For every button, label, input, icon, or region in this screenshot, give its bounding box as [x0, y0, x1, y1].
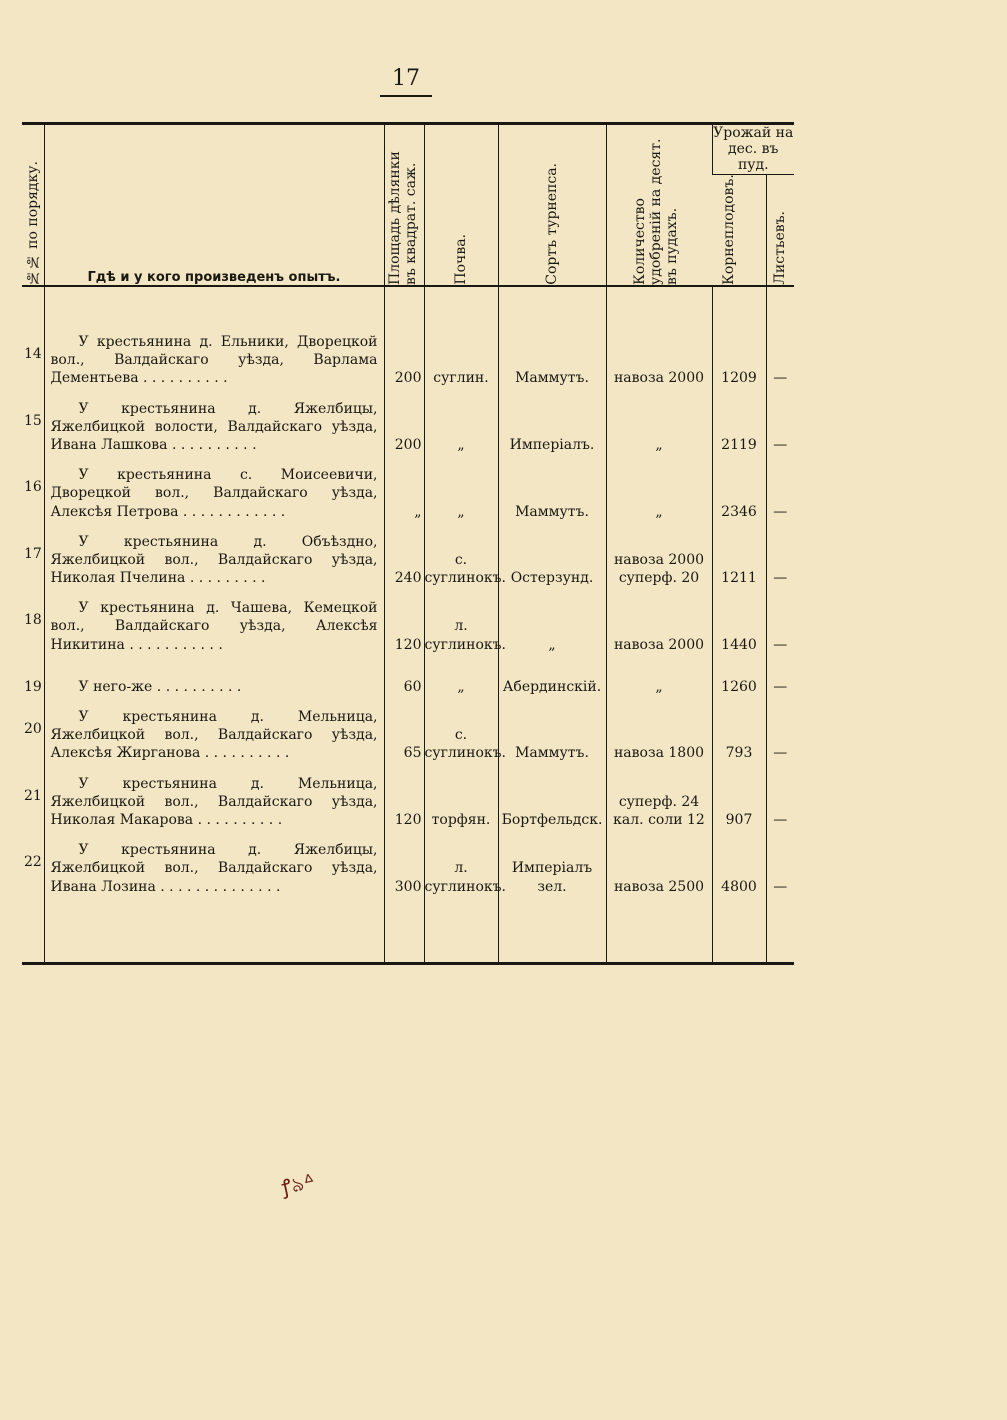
row-fertilizer: навоза 2000	[606, 593, 712, 660]
row-leaf-yield: —	[766, 702, 794, 769]
row-soil: суглин.	[424, 327, 498, 394]
row-fertilizer: „	[606, 460, 712, 527]
row-area: 200	[384, 327, 424, 394]
row-location: У крестьянина с. Моисеевичи, Дворецкой вол., Валдайскаго уѣзда, Алексѣя Петрова . . . . . . . . . . . .	[44, 460, 384, 527]
header-soil: Почва.	[424, 124, 498, 287]
header-area: Площадь дѣлянки въ квадрат. саж.	[384, 124, 424, 287]
table-row	[22, 460, 794, 527]
row-root-yield: 907	[712, 769, 766, 836]
row-fertilizer: навоза 1800	[606, 702, 712, 769]
row-fertilizer: суперф. 24 кал. соли 12	[606, 769, 712, 836]
row-area: 65	[384, 702, 424, 769]
row-root-yield: 1209	[712, 327, 766, 394]
row-soil: л. суглинокъ.	[424, 593, 498, 660]
row-fertilizer: „	[606, 660, 712, 702]
table-row	[22, 527, 794, 594]
row-leaf-yield: —	[766, 327, 794, 394]
row-leaf-yield: —	[766, 769, 794, 836]
table-row	[22, 660, 794, 702]
row-fertilizer: навоза 2000 суперф. 20	[606, 527, 712, 594]
row-area: 240	[384, 527, 424, 594]
row-sort: Маммутъ.	[498, 327, 606, 394]
header-location: Гдѣ и у кого произведенъ опытъ.	[44, 124, 384, 287]
row-leaf-yield: —	[766, 660, 794, 702]
row-fertilizer: навоза 2000	[606, 327, 712, 394]
header-num: №№ по порядку.	[22, 124, 44, 287]
row-root-yield: 1440	[712, 593, 766, 660]
handwritten-mark: ꝭ৯ᐞ	[279, 1168, 317, 1200]
table-row	[22, 327, 794, 394]
row-area: 120	[384, 769, 424, 836]
row-soil: „	[424, 660, 498, 702]
row-leaf-yield: —	[766, 835, 794, 902]
row-sort: Остерзунд.	[498, 527, 606, 594]
row-area: 200	[384, 394, 424, 461]
row-soil: с. суглинокъ.	[424, 527, 498, 594]
row-location: У крестьянина д. Мельница, Яжелбицкой вол., Валдайскаго уѣзда, Николая Макарова . . . . . . . . . .	[44, 769, 384, 836]
row-leaf-yield: —	[766, 460, 794, 527]
row-root-yield: 1260	[712, 660, 766, 702]
row-location: У крестьянина д. Ельники, Дворецкой вол., Валдайскаго уѣзда, Варлама Дементьева . . . . . . . . . .	[44, 327, 384, 394]
row-fertilizer: навоза 2500	[606, 835, 712, 902]
row-location: У крестьянина д. Яжелбицы, Яжелбицкой вол., Валдайскаго уѣзда, Ивана Лозина . . . . . . . . . . . . . .	[44, 835, 384, 902]
row-root-yield: 4800	[712, 835, 766, 902]
row-location: У крестьянина д. Объѣздно, Яжелбицкой вол., Валдайскаго уѣзда, Николая Пчелина . . . . . . . . .	[44, 527, 384, 594]
row-number: 15	[24, 412, 42, 429]
row-root-yield: 2119	[712, 394, 766, 461]
row-area: 300	[384, 835, 424, 902]
row-root-yield: 2346	[712, 460, 766, 527]
row-number: 21	[24, 787, 42, 804]
row-number: 17	[24, 545, 42, 562]
row-soil: с. суглинокъ.	[424, 702, 498, 769]
row-root-yield: 793	[712, 702, 766, 769]
row-leaf-yield: —	[766, 394, 794, 461]
row-number: 18	[24, 612, 42, 629]
row-soil: л. суглинокъ.	[424, 835, 498, 902]
row-number: 19	[24, 678, 42, 695]
row-sort: Абердинскій.	[498, 660, 606, 702]
row-sort: Маммутъ.	[498, 460, 606, 527]
row-leaf-yield: —	[766, 527, 794, 594]
row-number: 22	[24, 854, 42, 871]
table-row	[22, 835, 794, 902]
row-location: У крестьянина д. Яжелбицы, Яжелбицкой волости, Валдайскаго уѣзда, Ивана Лашкова . . . . . . . . . .	[44, 394, 384, 461]
row-leaf-yield: —	[766, 593, 794, 660]
row-area: 60	[384, 660, 424, 702]
row-area: „	[384, 460, 424, 527]
header-leaf: Листьевъ.	[766, 174, 794, 286]
experiment-table	[22, 122, 794, 965]
row-soil: торфян.	[424, 769, 498, 836]
header-yield: Урожай на дес. въ пуд.	[713, 125, 794, 174]
row-soil: „	[424, 460, 498, 527]
row-number: 16	[24, 479, 42, 496]
row-location: У крестьянина д. Чашева, Кемецкой вол., Валдайскаго уѣзда, Алексѣя Никитина . . . . . . . . . . .	[44, 593, 384, 660]
row-area: 120	[384, 593, 424, 660]
table-row	[22, 769, 794, 836]
header-root: Корнеплодовъ.	[712, 174, 766, 286]
table-row	[22, 394, 794, 461]
row-root-yield: 1211	[712, 527, 766, 594]
table-row	[22, 702, 794, 769]
row-soil: „	[424, 394, 498, 461]
row-sort: Маммутъ.	[498, 702, 606, 769]
row-location: У крестьянина д. Мельница, Яжелбицкой вол., Валдайскаго уѣзда, Алексѣя Жирганова . . . . . . . . . .	[44, 702, 384, 769]
row-number: 14	[24, 346, 42, 362]
header-sort: Сортъ турнепса.	[498, 124, 606, 287]
page-number: 17	[380, 66, 432, 97]
row-location: У него-же . . . . . . . . . .	[44, 660, 384, 702]
row-sort: Бортфельдск.	[498, 769, 606, 836]
table-row	[22, 593, 794, 660]
row-number: 20	[24, 721, 42, 737]
row-fertilizer: „	[606, 394, 712, 461]
row-sort: Имперіалъ.	[498, 394, 606, 461]
header-fertilizer: Количество удобреній на десят. въ пудахъ.	[606, 124, 712, 287]
row-sort: Имперіалъ зел.	[498, 835, 606, 902]
row-sort: „	[498, 593, 606, 660]
